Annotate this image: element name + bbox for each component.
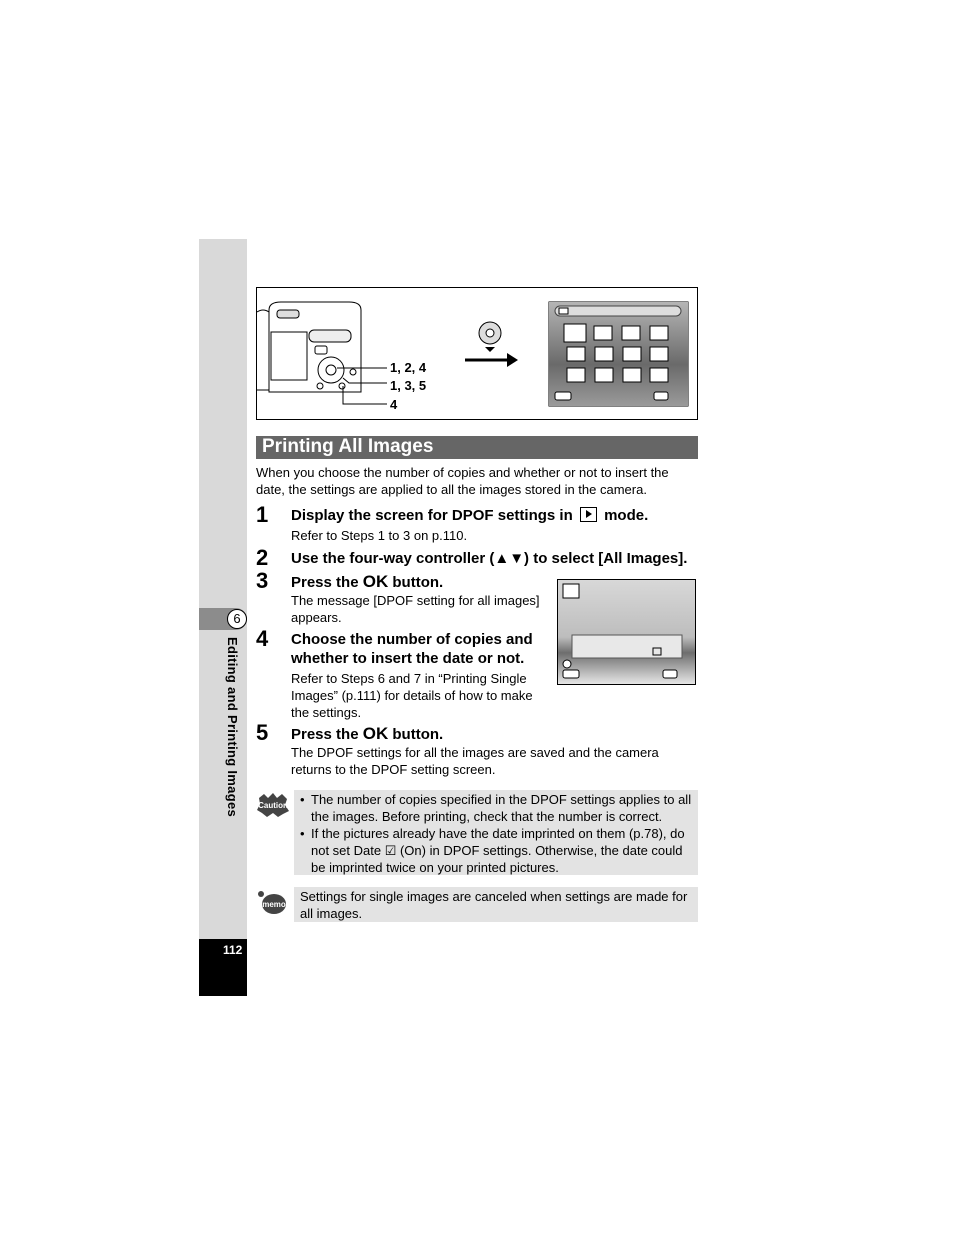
- callout-steps-1-3-5: 1, 3, 5: [390, 378, 427, 393]
- ok-label: OK: [362, 572, 389, 591]
- step-4-body: Refer to Steps 6 and 7 in “Printing Single Images” (p.111) for details of how to make the settings.: [291, 671, 533, 720]
- step-5-body: The DPOF settings for all the images are saved and the camera returns to the DPOF setting screen.: [291, 745, 659, 777]
- playback-icon: [580, 507, 597, 522]
- caution-icon: [256, 792, 290, 818]
- playback-menu-screen: [549, 302, 688, 406]
- caution-bullet: • The number of copies specified in the DPOF settings applies to all the images. Before printing, check that the number is correct.: [300, 792, 692, 824]
- caution-bullet: • If the pictures already have the date imprinted on them (p.78), do not set Date ☑ (On) in DPOF settings. Otherwise, the date could be imprinted twice on your printed pictures.: [300, 826, 685, 875]
- chapter-number: 6: [227, 609, 247, 629]
- page-number-box: [199, 939, 247, 996]
- svg-text:Caution: Caution: [258, 801, 288, 810]
- svg-text:memo: memo: [262, 900, 286, 909]
- step-2-title: Use the four-way controller (▲▼) to select [All Images].: [291, 550, 688, 567]
- step-4-title: Choose the number of copies and whether to insert the date or not.: [291, 631, 533, 667]
- dpof-screen-graphic: [558, 580, 695, 684]
- section-heading: [256, 436, 698, 459]
- step-1-title: Display the screen for DPOF settings in mode.: [291, 507, 649, 524]
- camera-diagram: [257, 288, 697, 419]
- step-4-number: 4: [256, 626, 269, 651]
- operation-diagram: [256, 287, 698, 420]
- memo-icon: [256, 888, 288, 916]
- caution-box: [294, 790, 698, 875]
- step-1-number: 1: [256, 502, 269, 527]
- step-5-title: Press the OK button.: [291, 724, 444, 743]
- memo-text: Settings for single images are canceled when settings are made for all images.: [300, 889, 688, 921]
- sidebar: [199, 239, 247, 939]
- intro-paragraph: When you choose the number of copies and whether or not to insert the date, the settings are applied to all the images stored in the camera.: [256, 465, 669, 497]
- section-title: Printing All Images: [262, 436, 434, 457]
- page-number: 112: [223, 943, 243, 957]
- arrow-icon: [465, 353, 518, 367]
- step-2-number: 2: [256, 545, 269, 570]
- callout-steps-1-2-4: 1, 2, 4: [390, 360, 427, 375]
- dpof-screen-illustration: [557, 579, 696, 685]
- four-way-controller-icon: [479, 322, 501, 352]
- step-3-title: Press the OK button.: [291, 572, 444, 591]
- camera-back-illustration: [257, 302, 361, 392]
- ok-label: OK: [362, 724, 389, 743]
- step-5-number: 5: [256, 720, 269, 745]
- step-3-body: The message [DPOF setting for all images] appears.: [291, 593, 540, 625]
- callout-step-4: 4: [390, 397, 398, 412]
- step-3-number: 3: [256, 568, 269, 593]
- memo-box: [294, 887, 698, 922]
- step-1-body: Refer to Steps 1 to 3 on p.110.: [291, 528, 468, 543]
- chapter-title: Editing and Printing Images: [225, 637, 240, 818]
